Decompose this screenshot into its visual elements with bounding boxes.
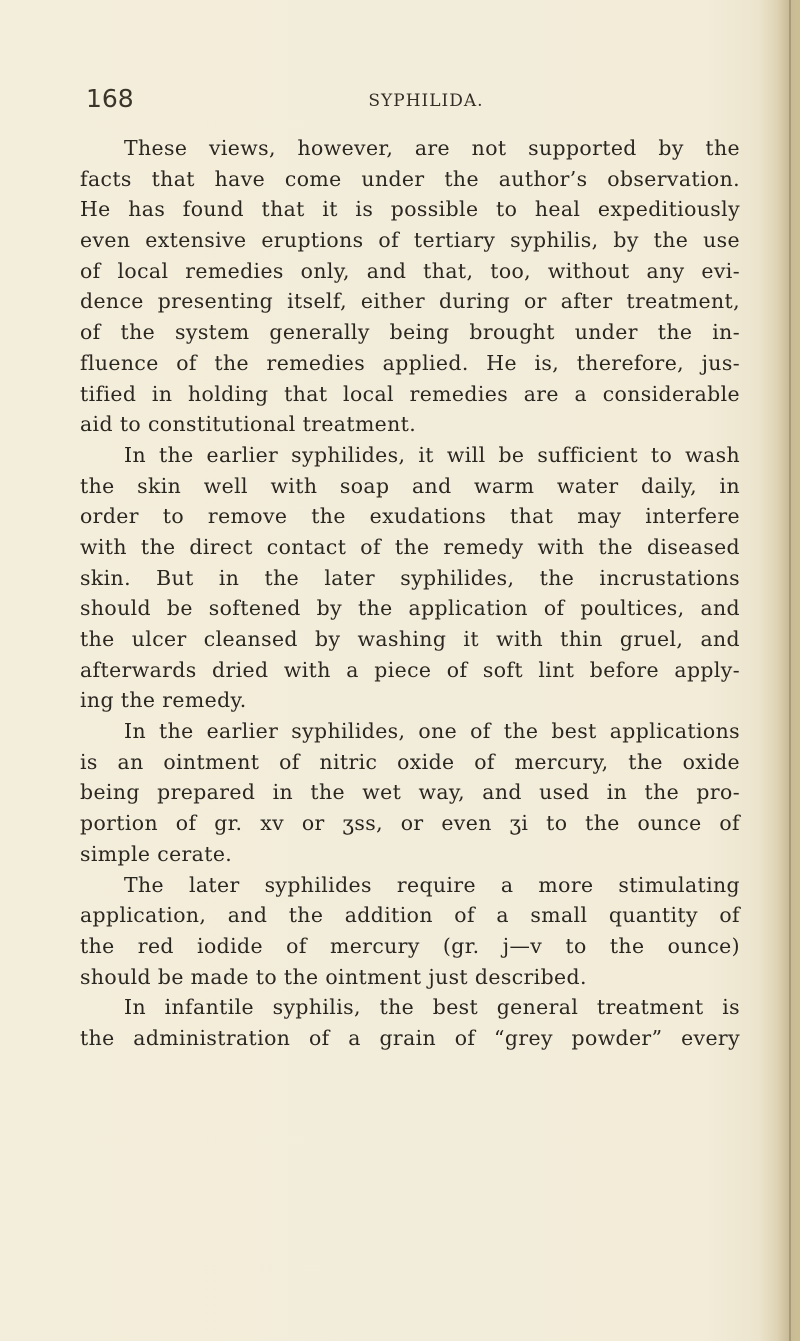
page-number: 168 [86, 84, 134, 113]
text-line: the red iodide of mercury (gr. j—v to the ounce) [80, 933, 740, 958]
text-line: fluence of the remedies applied. He is, therefore, jus- [80, 350, 740, 375]
text-line: In the earlier syphilides, it will be sufficient to wash [124, 442, 740, 467]
text-line: even extensive eruptions of tertiary syphilis, by the use [80, 228, 740, 253]
text-line: tified in holding that local remedies are a considerable [80, 381, 740, 406]
text-line: is an ointment of nitric oxide of mercury, the oxide [80, 749, 740, 774]
text-line: the administration of a grain of “grey powder” every [80, 1025, 740, 1050]
text-line: simple cerate. [80, 841, 233, 866]
text-line: of the system generally being brought under the in- [80, 320, 740, 345]
page-edge-shadow [758, 0, 800, 1341]
text-line: being prepared in the wet way, and used in the pro- [80, 780, 740, 805]
text-line: ing the remedy. [80, 688, 247, 713]
text-line: facts that have come under the author’s observation. [80, 166, 740, 191]
text-line: order to remove the exudations that may interfere [80, 504, 740, 529]
text-line: the ulcer cleansed by washing it with thin gruel, and [80, 627, 740, 651]
text-line: should be softened by the application of poultices, and [80, 596, 740, 621]
text-line: portion of gr. xv or ʒss, or even ʒi to the ounce of [80, 811, 740, 836]
text-line: In the earlier syphilides, one of the best applications [124, 719, 740, 744]
text-line: of local remedies only, and that, too, without any evi- [80, 258, 740, 283]
text-line: These views, however, are not supported by the [124, 136, 740, 160]
text-line: The later syphilides require a more stimulating [124, 872, 740, 897]
text-line: In infantile syphilis, the best general treatment is [124, 995, 740, 1020]
text-line: aid to constitutional treatment. [80, 412, 417, 437]
text-line: afterwards dried with a piece of soft lint before apply- [80, 657, 740, 682]
text-line: He has found that it is possible to heal expeditiously [80, 197, 740, 222]
text-line: application, and the addition of a small quantity of [80, 903, 740, 928]
text-line: dence presenting itself, either during or after treatment, [80, 289, 740, 314]
page-edge-line [789, 0, 791, 1341]
text-line: with the direct contact of the remedy with the diseased [80, 534, 740, 559]
text-line: skin. But in the later syphilides, the incrustations [80, 565, 740, 590]
page-header [86, 84, 766, 120]
body-text [80, 133, 740, 1054]
running-title: SYPHILIDA. [368, 91, 484, 111]
text-line: should be made to the ointment just described. [80, 964, 587, 989]
text-line: the skin well with soap and warm water daily, in [80, 473, 740, 498]
